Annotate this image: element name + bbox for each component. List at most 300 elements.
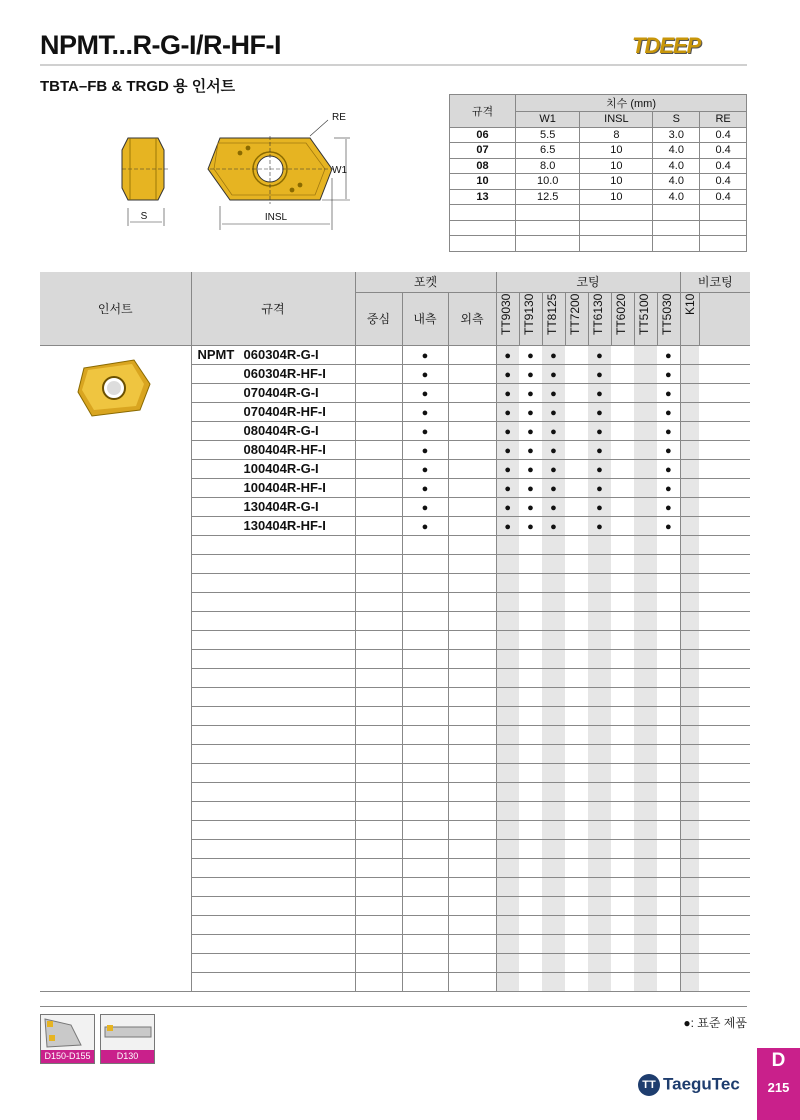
coating-cell bbox=[496, 478, 519, 497]
coating-grade-label: TT5030 bbox=[659, 293, 674, 335]
coating-cell bbox=[588, 801, 611, 820]
coating-cell bbox=[588, 630, 611, 649]
uncoated-cell bbox=[680, 440, 699, 459]
coating-cell bbox=[565, 364, 588, 383]
coating-cell bbox=[565, 630, 588, 649]
grade-cell bbox=[191, 554, 355, 573]
uncoated-cell bbox=[680, 896, 699, 915]
col-coating-grade bbox=[634, 292, 657, 345]
coating-cell bbox=[496, 516, 519, 535]
pocket-cell bbox=[355, 478, 402, 497]
coating-cell bbox=[611, 440, 634, 459]
empty-cell bbox=[699, 592, 750, 611]
pocket-cell bbox=[402, 611, 448, 630]
coating-cell bbox=[496, 915, 519, 934]
dim-value-cell: 10 bbox=[580, 158, 653, 174]
pocket-cell bbox=[448, 877, 496, 896]
coating-cell bbox=[588, 763, 611, 782]
dim-value-cell: 4.0 bbox=[653, 174, 700, 190]
col-coating-grade bbox=[496, 292, 519, 345]
coating-cell bbox=[565, 573, 588, 592]
availability-dot: ● bbox=[527, 445, 534, 457]
coating-cell bbox=[565, 535, 588, 554]
dim-value-cell bbox=[580, 205, 653, 221]
dim-value-cell: 0.4 bbox=[700, 143, 747, 159]
grade-cell bbox=[191, 744, 355, 763]
coating-cell bbox=[611, 478, 634, 497]
coating-cell bbox=[611, 953, 634, 972]
section-tab[interactable] bbox=[757, 1048, 800, 1120]
coating-cell bbox=[611, 820, 634, 839]
pocket-cell bbox=[402, 896, 448, 915]
coating-cell bbox=[657, 725, 680, 744]
dim-col-code: 규격 bbox=[450, 95, 516, 128]
pocket-cell bbox=[448, 839, 496, 858]
grade-cell bbox=[191, 592, 355, 611]
availability-dot: ● bbox=[664, 521, 672, 533]
page-title: NPMT...R-G-I/R-HF-I bbox=[40, 30, 281, 60]
coating-cell bbox=[542, 725, 565, 744]
empty-cell bbox=[699, 858, 750, 877]
pocket-cell bbox=[355, 934, 402, 953]
tool-thumbnail[interactable] bbox=[40, 1014, 95, 1064]
pocket-cell bbox=[448, 345, 496, 364]
pocket-cell bbox=[402, 934, 448, 953]
group-pocket: 포켓 bbox=[355, 272, 496, 292]
coating-cell bbox=[657, 440, 680, 459]
coating-cell bbox=[657, 839, 680, 858]
availability-dot: ● bbox=[504, 388, 512, 400]
coating-cell bbox=[496, 554, 519, 573]
coating-cell bbox=[611, 402, 634, 421]
coating-cell bbox=[519, 535, 542, 554]
availability-dot: ● bbox=[527, 426, 534, 438]
coating-cell bbox=[496, 839, 519, 858]
pocket-cell bbox=[402, 497, 448, 516]
coating-cell bbox=[611, 725, 634, 744]
availability-dot: ● bbox=[421, 483, 429, 495]
pocket-cell bbox=[402, 459, 448, 478]
coating-cell bbox=[519, 402, 542, 421]
coating-cell bbox=[565, 820, 588, 839]
coating-cell bbox=[588, 478, 611, 497]
pocket-cell bbox=[402, 649, 448, 668]
pocket-cell bbox=[355, 345, 402, 364]
coating-cell bbox=[542, 402, 565, 421]
pocket-cell bbox=[355, 953, 402, 972]
availability-dot: ● bbox=[421, 464, 429, 476]
coating-cell bbox=[634, 763, 657, 782]
uncoated-cell bbox=[680, 687, 699, 706]
grade-cell bbox=[191, 668, 355, 687]
dim-value-cell: 0.4 bbox=[700, 189, 747, 205]
coating-grade-label: TT7200 bbox=[567, 293, 582, 335]
empty-cell bbox=[699, 402, 750, 421]
coating-cell bbox=[634, 383, 657, 402]
coating-cell bbox=[565, 801, 588, 820]
col-coating-grade bbox=[588, 292, 611, 345]
coating-cell bbox=[634, 592, 657, 611]
coating-cell bbox=[611, 383, 634, 402]
coating-cell bbox=[657, 554, 680, 573]
pocket-cell bbox=[355, 421, 402, 440]
pocket-cell bbox=[355, 364, 402, 383]
pocket-cell bbox=[448, 592, 496, 611]
pocket-cell bbox=[402, 516, 448, 535]
grade-cell bbox=[191, 820, 355, 839]
coating-cell bbox=[657, 592, 680, 611]
coating-cell bbox=[519, 649, 542, 668]
uncoated-cell bbox=[680, 592, 699, 611]
pocket-cell bbox=[355, 573, 402, 592]
coating-cell bbox=[611, 364, 634, 383]
coating-cell bbox=[542, 554, 565, 573]
group-coating: 코팅 bbox=[496, 272, 680, 292]
coating-cell bbox=[611, 535, 634, 554]
coating-cell bbox=[542, 858, 565, 877]
coating-cell bbox=[519, 459, 542, 478]
coating-cell bbox=[542, 801, 565, 820]
availability-dot: ● bbox=[527, 350, 534, 362]
uncoated-cell bbox=[680, 649, 699, 668]
coating-cell bbox=[611, 687, 634, 706]
coating-cell bbox=[519, 782, 542, 801]
availability-dot: ● bbox=[421, 369, 429, 381]
coating-cell bbox=[565, 554, 588, 573]
coating-cell bbox=[634, 839, 657, 858]
pocket-cell bbox=[402, 573, 448, 592]
coating-cell bbox=[565, 592, 588, 611]
col-pocket: 중심 bbox=[355, 292, 402, 345]
dim-value-cell: 5.5 bbox=[516, 127, 580, 143]
coating-cell bbox=[496, 611, 519, 630]
grade-cell bbox=[191, 459, 355, 478]
availability-dot: ● bbox=[664, 445, 672, 457]
coating-cell bbox=[519, 345, 542, 364]
availability-dot: ● bbox=[504, 521, 512, 533]
coating-cell bbox=[519, 877, 542, 896]
grade-code: 070404R-HF-I bbox=[243, 404, 326, 419]
col-coating-grade bbox=[657, 292, 680, 345]
pocket-cell bbox=[355, 440, 402, 459]
coating-cell bbox=[588, 345, 611, 364]
coating-cell bbox=[611, 459, 634, 478]
coating-cell bbox=[588, 649, 611, 668]
grade-cell bbox=[191, 763, 355, 782]
coating-cell bbox=[611, 782, 634, 801]
col-coating-grade bbox=[611, 292, 634, 345]
grade-cell bbox=[191, 573, 355, 592]
coating-grade-label: TT5100 bbox=[636, 293, 651, 335]
coating-cell bbox=[611, 934, 634, 953]
empty-cell bbox=[699, 877, 750, 896]
coating-cell bbox=[588, 725, 611, 744]
grade-cell bbox=[191, 839, 355, 858]
coating-cell bbox=[611, 896, 634, 915]
coating-cell bbox=[611, 649, 634, 668]
pocket-cell bbox=[402, 535, 448, 554]
availability-dot: ● bbox=[664, 407, 672, 419]
availability-dot: ● bbox=[504, 483, 512, 495]
empty-cell bbox=[699, 383, 750, 402]
pocket-cell bbox=[448, 858, 496, 877]
coating-cell bbox=[519, 953, 542, 972]
pocket-cell bbox=[448, 478, 496, 497]
coating-cell bbox=[519, 573, 542, 592]
coating-cell bbox=[634, 858, 657, 877]
pocket-cell bbox=[448, 763, 496, 782]
coating-cell bbox=[496, 858, 519, 877]
pocket-cell bbox=[402, 630, 448, 649]
grade-cell bbox=[191, 421, 355, 440]
pocket-cell bbox=[402, 763, 448, 782]
coating-cell bbox=[496, 896, 519, 915]
coating-cell bbox=[588, 592, 611, 611]
coating-cell bbox=[496, 725, 519, 744]
coating-cell bbox=[496, 497, 519, 516]
coating-cell bbox=[542, 573, 565, 592]
coating-cell bbox=[634, 820, 657, 839]
dim-value-cell: 0.4 bbox=[700, 174, 747, 190]
coating-cell bbox=[588, 934, 611, 953]
dim-row bbox=[450, 127, 747, 143]
coating-cell bbox=[542, 630, 565, 649]
coating-cell bbox=[542, 383, 565, 402]
pocket-cell bbox=[355, 592, 402, 611]
uncoated-cell bbox=[680, 345, 699, 364]
coating-cell bbox=[496, 687, 519, 706]
coating-cell bbox=[542, 345, 565, 364]
grade-code: 060304R-HF-I bbox=[243, 366, 326, 381]
dim-label-s: S bbox=[140, 211, 148, 222]
dim-subcol: S bbox=[653, 112, 700, 128]
coating-cell bbox=[634, 402, 657, 421]
col-coating-grade bbox=[519, 292, 542, 345]
coating-cell bbox=[634, 934, 657, 953]
coating-cell bbox=[565, 440, 588, 459]
dim-value-cell: 12.5 bbox=[516, 189, 580, 205]
empty-cell bbox=[699, 953, 750, 972]
availability-dot: ● bbox=[664, 483, 672, 495]
boring-tool-icon bbox=[101, 1015, 154, 1051]
pocket-cell bbox=[402, 402, 448, 421]
coating-cell bbox=[542, 364, 565, 383]
coating-cell bbox=[657, 687, 680, 706]
pocket-cell bbox=[355, 725, 402, 744]
dim-value-cell bbox=[580, 236, 653, 252]
pocket-cell bbox=[448, 364, 496, 383]
coating-cell bbox=[657, 820, 680, 839]
dim-label-w1: W1 bbox=[332, 165, 347, 176]
availability-dot: ● bbox=[421, 407, 429, 419]
grade-cell bbox=[191, 497, 355, 516]
availability-dot: ● bbox=[421, 350, 429, 362]
pocket-cell bbox=[402, 820, 448, 839]
availability-dot: ● bbox=[664, 464, 672, 476]
availability-dot: ● bbox=[550, 464, 557, 476]
coating-cell bbox=[542, 478, 565, 497]
tool-thumbnail[interactable] bbox=[100, 1014, 155, 1064]
coating-cell bbox=[519, 440, 542, 459]
insert-dimension-diagram bbox=[110, 108, 370, 238]
availability-dot: ● bbox=[504, 426, 512, 438]
coating-cell bbox=[634, 459, 657, 478]
uncoated-cell bbox=[680, 877, 699, 896]
coating-cell bbox=[565, 516, 588, 535]
pocket-cell bbox=[355, 459, 402, 478]
dim-value-cell: 10 bbox=[580, 143, 653, 159]
empty-cell bbox=[699, 972, 750, 991]
pocket-cell bbox=[448, 383, 496, 402]
dim-row bbox=[450, 205, 747, 221]
coating-cell bbox=[565, 725, 588, 744]
pocket-cell bbox=[355, 630, 402, 649]
dim-value-cell: 3.0 bbox=[653, 127, 700, 143]
dim-value-cell: 0.4 bbox=[700, 158, 747, 174]
group-uncoated: 비코팅 bbox=[680, 272, 750, 292]
uncoated-cell bbox=[680, 953, 699, 972]
grade-cell bbox=[191, 611, 355, 630]
pocket-cell bbox=[355, 763, 402, 782]
pocket-cell bbox=[355, 402, 402, 421]
coating-cell bbox=[496, 763, 519, 782]
coating-cell bbox=[519, 421, 542, 440]
pocket-cell bbox=[355, 497, 402, 516]
availability-dot: ● bbox=[527, 502, 534, 514]
page-subtitle: TBTA–FB & TRGD 용 인서트 bbox=[40, 78, 236, 95]
coating-cell bbox=[588, 516, 611, 535]
coating-cell bbox=[542, 421, 565, 440]
empty-cell bbox=[699, 668, 750, 687]
availability-dot: ● bbox=[550, 426, 557, 438]
uncoated-cell bbox=[680, 421, 699, 440]
pocket-cell bbox=[448, 554, 496, 573]
coating-cell bbox=[565, 383, 588, 402]
dim-code-cell: 07 bbox=[450, 143, 516, 159]
grade-code: 070404R-G-I bbox=[243, 385, 319, 400]
coating-cell bbox=[657, 858, 680, 877]
pocket-cell bbox=[448, 459, 496, 478]
dim-subcol: INSL bbox=[580, 112, 653, 128]
coating-cell bbox=[611, 630, 634, 649]
coating-cell bbox=[657, 915, 680, 934]
availability-dot: ● bbox=[550, 407, 557, 419]
uncoated-cell bbox=[680, 611, 699, 630]
coating-cell bbox=[588, 706, 611, 725]
coating-cell bbox=[519, 706, 542, 725]
coating-cell bbox=[588, 383, 611, 402]
dim-value-cell bbox=[516, 236, 580, 252]
coating-cell bbox=[542, 440, 565, 459]
col-pocket: 내측 bbox=[402, 292, 448, 345]
coating-cell bbox=[565, 345, 588, 364]
coating-cell bbox=[542, 649, 565, 668]
empty-cell bbox=[699, 611, 750, 630]
coating-cell bbox=[634, 364, 657, 383]
empty-cell bbox=[699, 801, 750, 820]
coating-cell bbox=[496, 573, 519, 592]
pocket-cell bbox=[402, 782, 448, 801]
coating-cell bbox=[565, 459, 588, 478]
availability-dot: ● bbox=[504, 464, 512, 476]
coating-cell bbox=[611, 706, 634, 725]
pocket-cell bbox=[355, 649, 402, 668]
thumb-label: D130 bbox=[101, 1050, 154, 1063]
coating-cell bbox=[588, 440, 611, 459]
pocket-cell bbox=[448, 896, 496, 915]
availability-dot: ● bbox=[550, 388, 557, 400]
pocket-cell bbox=[355, 706, 402, 725]
coating-cell bbox=[496, 820, 519, 839]
coating-cell bbox=[611, 592, 634, 611]
coating-cell bbox=[542, 592, 565, 611]
coating-cell bbox=[588, 839, 611, 858]
empty-cell bbox=[699, 896, 750, 915]
coating-cell bbox=[565, 706, 588, 725]
coating-cell bbox=[519, 744, 542, 763]
milling-tool-icon bbox=[41, 1015, 94, 1051]
coating-cell bbox=[634, 630, 657, 649]
coating-cell bbox=[542, 972, 565, 991]
coating-cell bbox=[496, 459, 519, 478]
coating-cell bbox=[657, 345, 680, 364]
coating-cell bbox=[588, 820, 611, 839]
empty-cell bbox=[699, 364, 750, 383]
coating-cell bbox=[588, 896, 611, 915]
grade-cell bbox=[191, 478, 355, 497]
coating-cell bbox=[519, 478, 542, 497]
coating-cell bbox=[496, 364, 519, 383]
coating-cell bbox=[611, 877, 634, 896]
empty-cell bbox=[699, 345, 750, 364]
coating-cell bbox=[657, 649, 680, 668]
coating-cell bbox=[611, 915, 634, 934]
coating-cell bbox=[565, 421, 588, 440]
dim-value-cell bbox=[700, 220, 747, 236]
col-insert: 인서트 bbox=[40, 272, 191, 345]
coating-cell bbox=[634, 649, 657, 668]
pocket-cell bbox=[402, 478, 448, 497]
availability-dot: ● bbox=[596, 502, 603, 514]
grade-cell bbox=[191, 896, 355, 915]
coating-cell bbox=[657, 744, 680, 763]
grade-cell bbox=[191, 383, 355, 402]
coating-cell bbox=[519, 858, 542, 877]
coating-cell bbox=[496, 630, 519, 649]
pocket-cell bbox=[448, 744, 496, 763]
dim-value-cell: 0.4 bbox=[700, 127, 747, 143]
coating-cell bbox=[542, 896, 565, 915]
coating-cell bbox=[657, 497, 680, 516]
coating-cell bbox=[565, 687, 588, 706]
coating-cell bbox=[542, 535, 565, 554]
coating-cell bbox=[542, 839, 565, 858]
coating-cell bbox=[565, 402, 588, 421]
coating-cell bbox=[657, 402, 680, 421]
tdeep-logo: TDEEP bbox=[632, 33, 701, 58]
col-pocket: 외측 bbox=[448, 292, 496, 345]
coating-cell bbox=[634, 478, 657, 497]
grade-cell bbox=[191, 915, 355, 934]
dim-row bbox=[450, 158, 747, 174]
pocket-cell bbox=[402, 725, 448, 744]
coating-cell bbox=[496, 440, 519, 459]
coating-cell bbox=[565, 744, 588, 763]
dim-value-cell bbox=[700, 205, 747, 221]
availability-dot: ● bbox=[596, 464, 603, 476]
coating-cell bbox=[611, 345, 634, 364]
pocket-cell bbox=[355, 611, 402, 630]
